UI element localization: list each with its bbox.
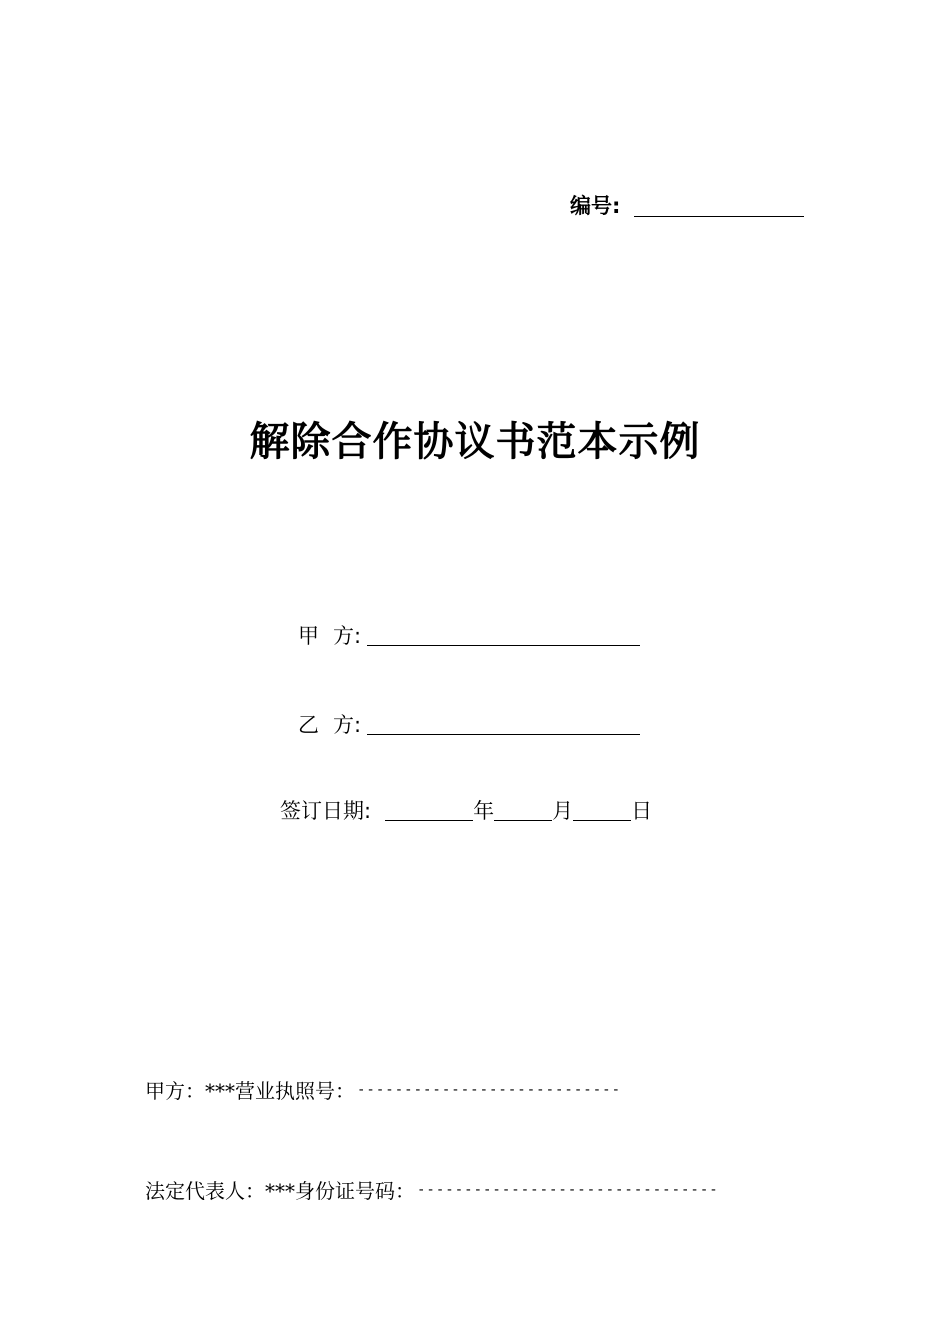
legal-rep-id-dashes: -------------------------------- <box>417 1181 719 1198</box>
party-b-label-char: 乙 <box>298 713 319 737</box>
party-a-field <box>298 620 640 650</box>
month-unit: 月 <box>552 799 574 823</box>
party-a-license-text: 甲方：***营业执照号： <box>145 1079 355 1103</box>
party-b-label-suffix: 方: <box>333 713 362 737</box>
month-blank[interactable] <box>494 820 552 821</box>
year-blank[interactable] <box>385 820 473 821</box>
serial-number-blank[interactable] <box>634 216 804 217</box>
party-a-label-char: 甲 <box>298 624 319 648</box>
legal-rep-id-text: 法定代表人：***身份证号码： <box>145 1179 415 1203</box>
sign-date-field <box>280 795 652 825</box>
party-a-license-line <box>145 1075 621 1104</box>
legal-rep-id-line <box>145 1175 719 1204</box>
document-title: 解除合作协议书范本示例 <box>249 419 701 465</box>
serial-number-label: 编号: <box>570 194 621 218</box>
party-b-field <box>298 709 640 739</box>
year-unit: 年 <box>473 799 495 823</box>
day-blank[interactable] <box>573 820 631 821</box>
sign-date-label: 签订日期: <box>280 799 372 823</box>
serial-number-field <box>570 190 804 220</box>
party-a-blank[interactable] <box>367 645 640 646</box>
party-a-label-suffix: 方: <box>333 624 362 648</box>
party-b-blank[interactable] <box>367 734 640 735</box>
party-a-license-dashes: ---------------------------- <box>357 1081 622 1098</box>
day-unit: 日 <box>631 799 653 823</box>
